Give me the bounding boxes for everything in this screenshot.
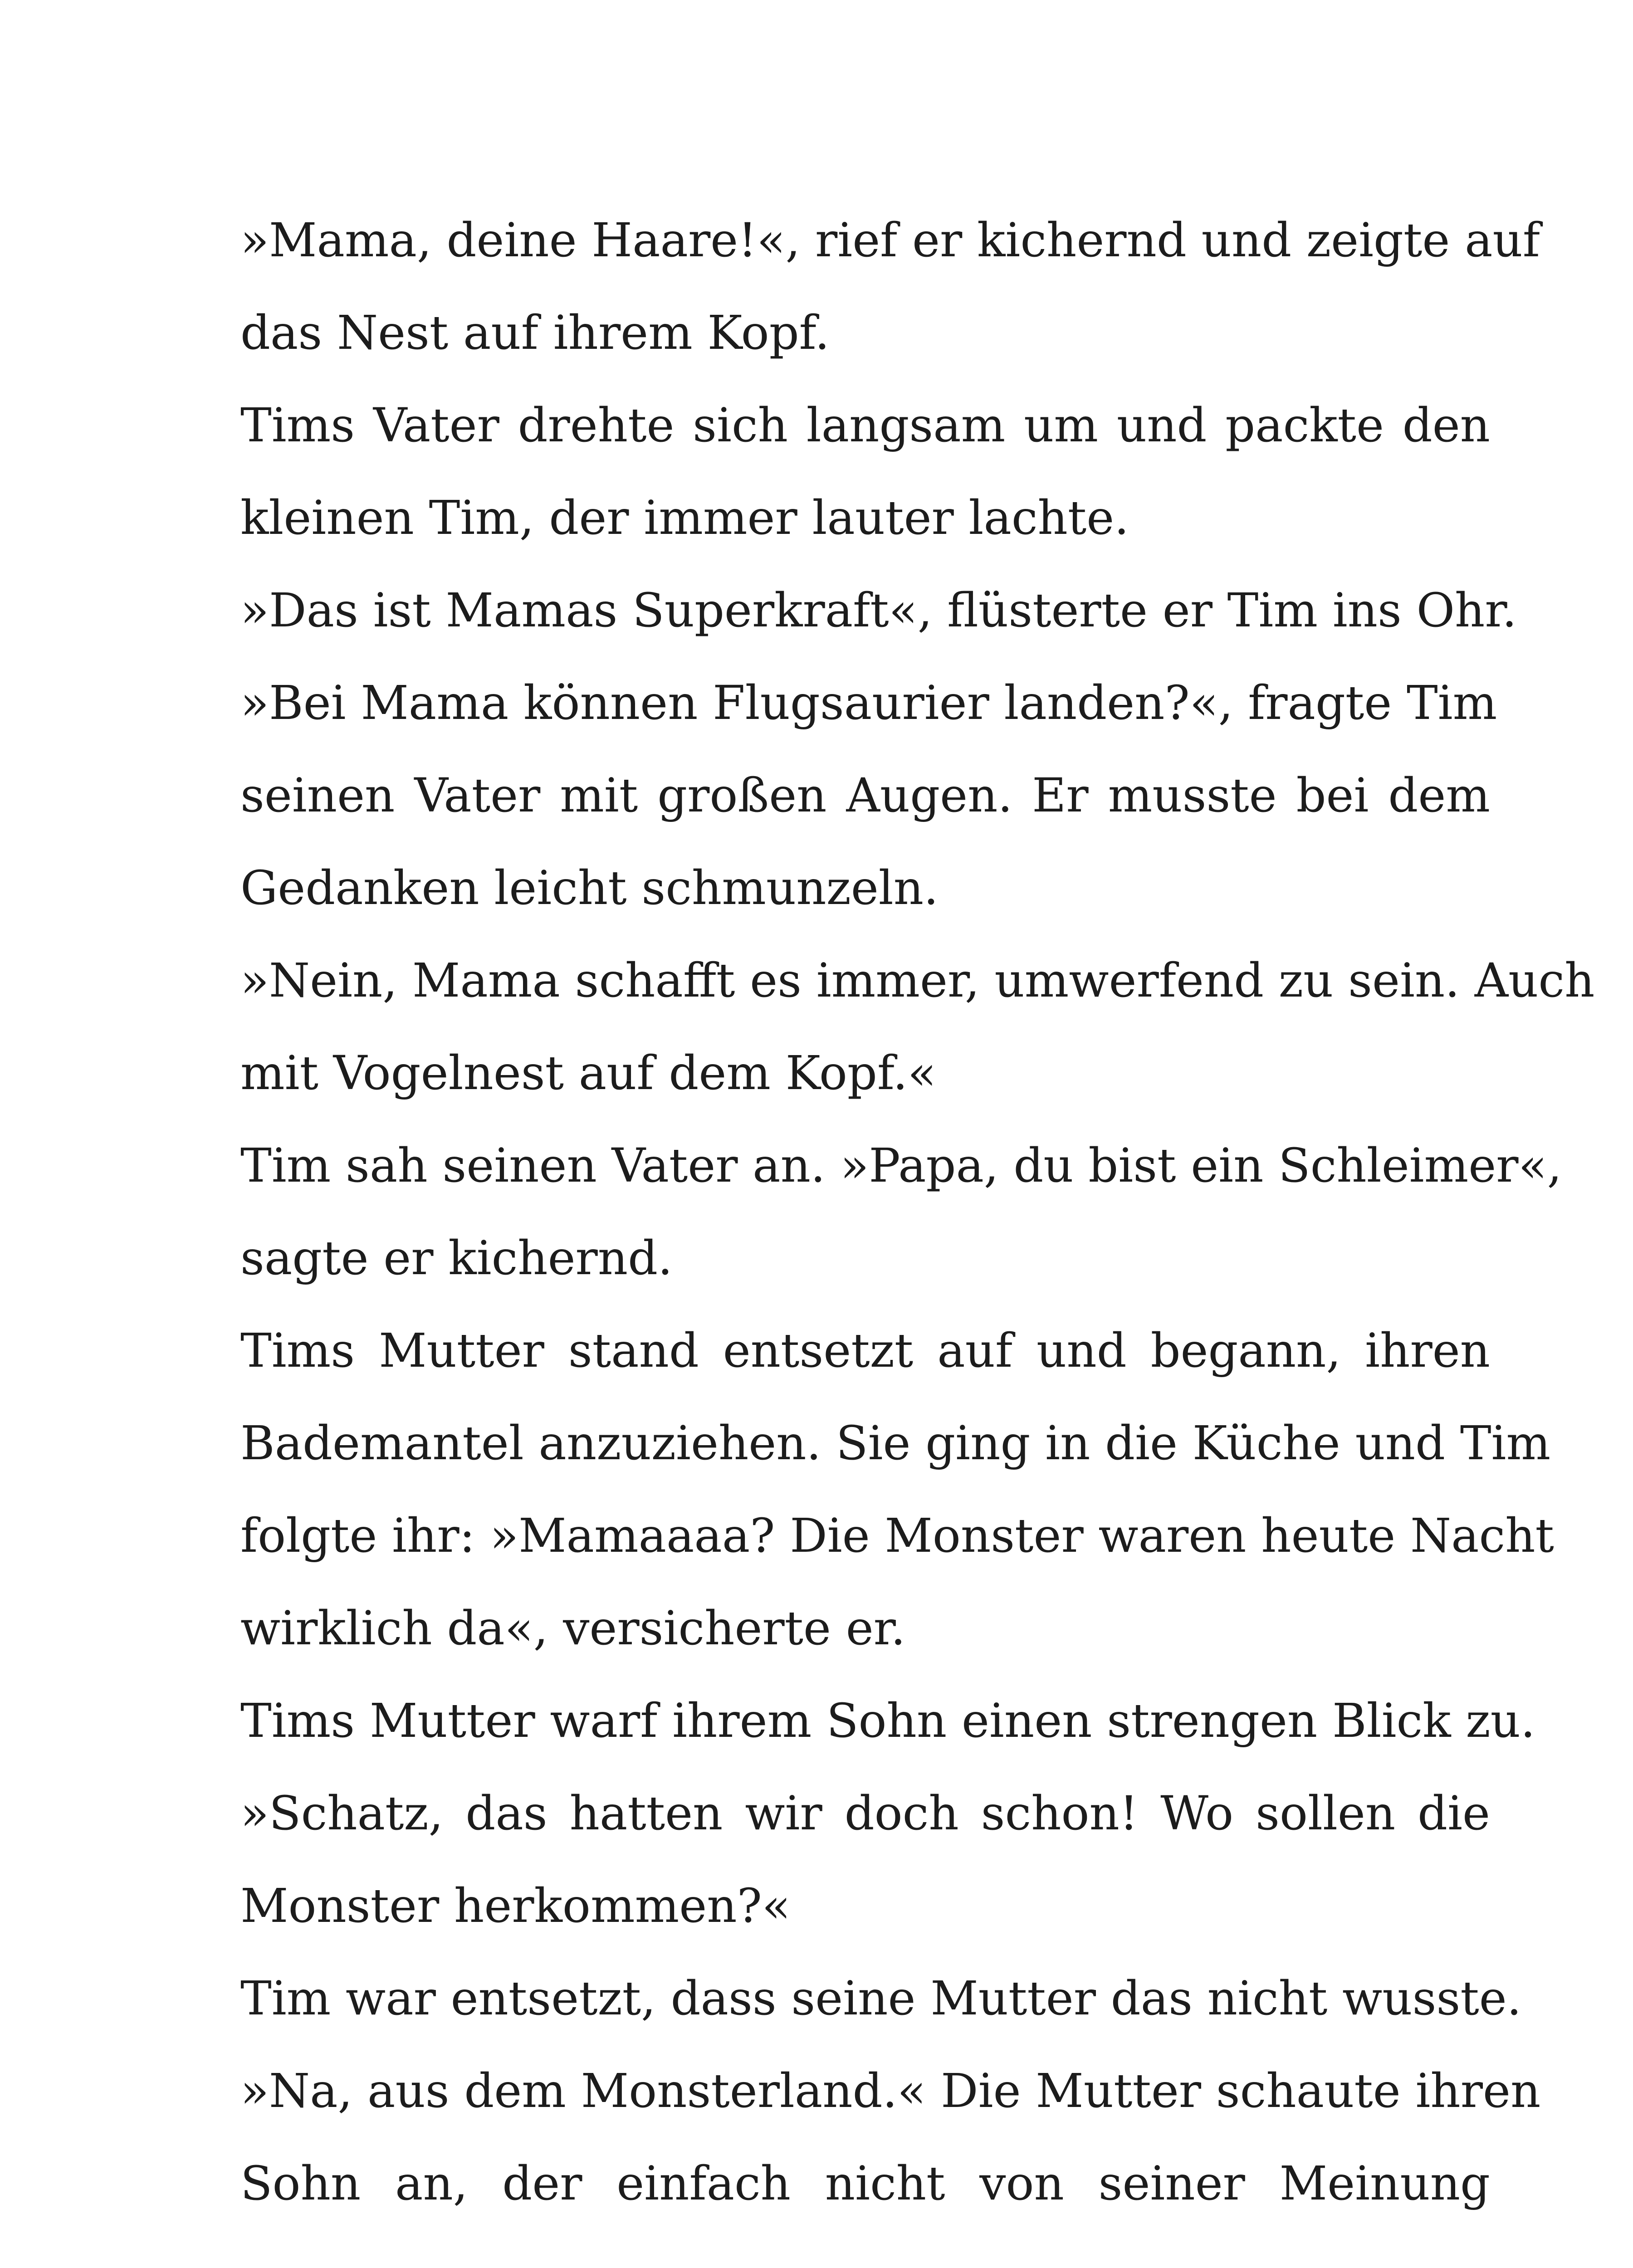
text-line: »Na, aus dem Monsterland.« Die Mutter schaute ihren	[240, 2064, 1541, 2118]
text-line: mit Vogelnest auf dem Kopf.«	[240, 1046, 937, 1100]
text-line: »Mama, deine Haare!«, rief er kichernd und zeigte auf	[240, 213, 1540, 268]
text-line: sagte er kichernd.	[240, 1231, 673, 1286]
text-line: folgte ihr: »Mamaaaa? Die Monster waren heute Nacht	[240, 1509, 1554, 1563]
text-line: kleinen Tim, der immer lauter lachte.	[240, 491, 1129, 545]
text-line: seinen Vater mit großen Augen. Er musste bei dem	[240, 768, 1490, 823]
text-line: Tim sah seinen Vater an. »Papa, du bist ein Schleimer«,	[240, 1139, 1562, 1193]
text-line: Tims Mutter stand entsetzt auf und begann, ihren	[240, 1324, 1490, 1378]
text-line: Gedanken leicht schmunzeln.	[240, 861, 939, 915]
text-line: Sohn an, der einfach nicht von seiner Meinung	[240, 2156, 1490, 2211]
text-line: Tims Vater drehte sich langsam um und packte den	[240, 398, 1490, 453]
text-line: »Nein, Mama schafft es immer, umwerfend zu sein. Auch	[240, 953, 1595, 1008]
text-line: »Schatz, das hatten wir doch schon! Wo sollen die	[240, 1786, 1490, 1841]
text-line: »Das ist Mamas Superkraft«, flüsterte er Tim ins Ohr.	[240, 583, 1517, 638]
text-line: Bademantel anzuziehen. Sie ging in die Küche und Tim	[240, 1416, 1551, 1471]
text-line: Tim war entsetzt, dass seine Mutter das nicht wusste.	[240, 1971, 1522, 2026]
text-line: das Nest auf ihrem Kopf.	[240, 306, 830, 360]
text-line: Tims Mutter warf ihrem Sohn einen strengen Blick zu.	[240, 1694, 1535, 1748]
text-line: Monster herkommen?«	[240, 1879, 791, 1933]
text-line: »Bei Mama können Flugsaurier landen?«, fragte Tim	[240, 676, 1497, 730]
text-line: wirklich da«, versicherte er.	[240, 1601, 906, 1656]
body-text	[240, 194, 1595, 2230]
